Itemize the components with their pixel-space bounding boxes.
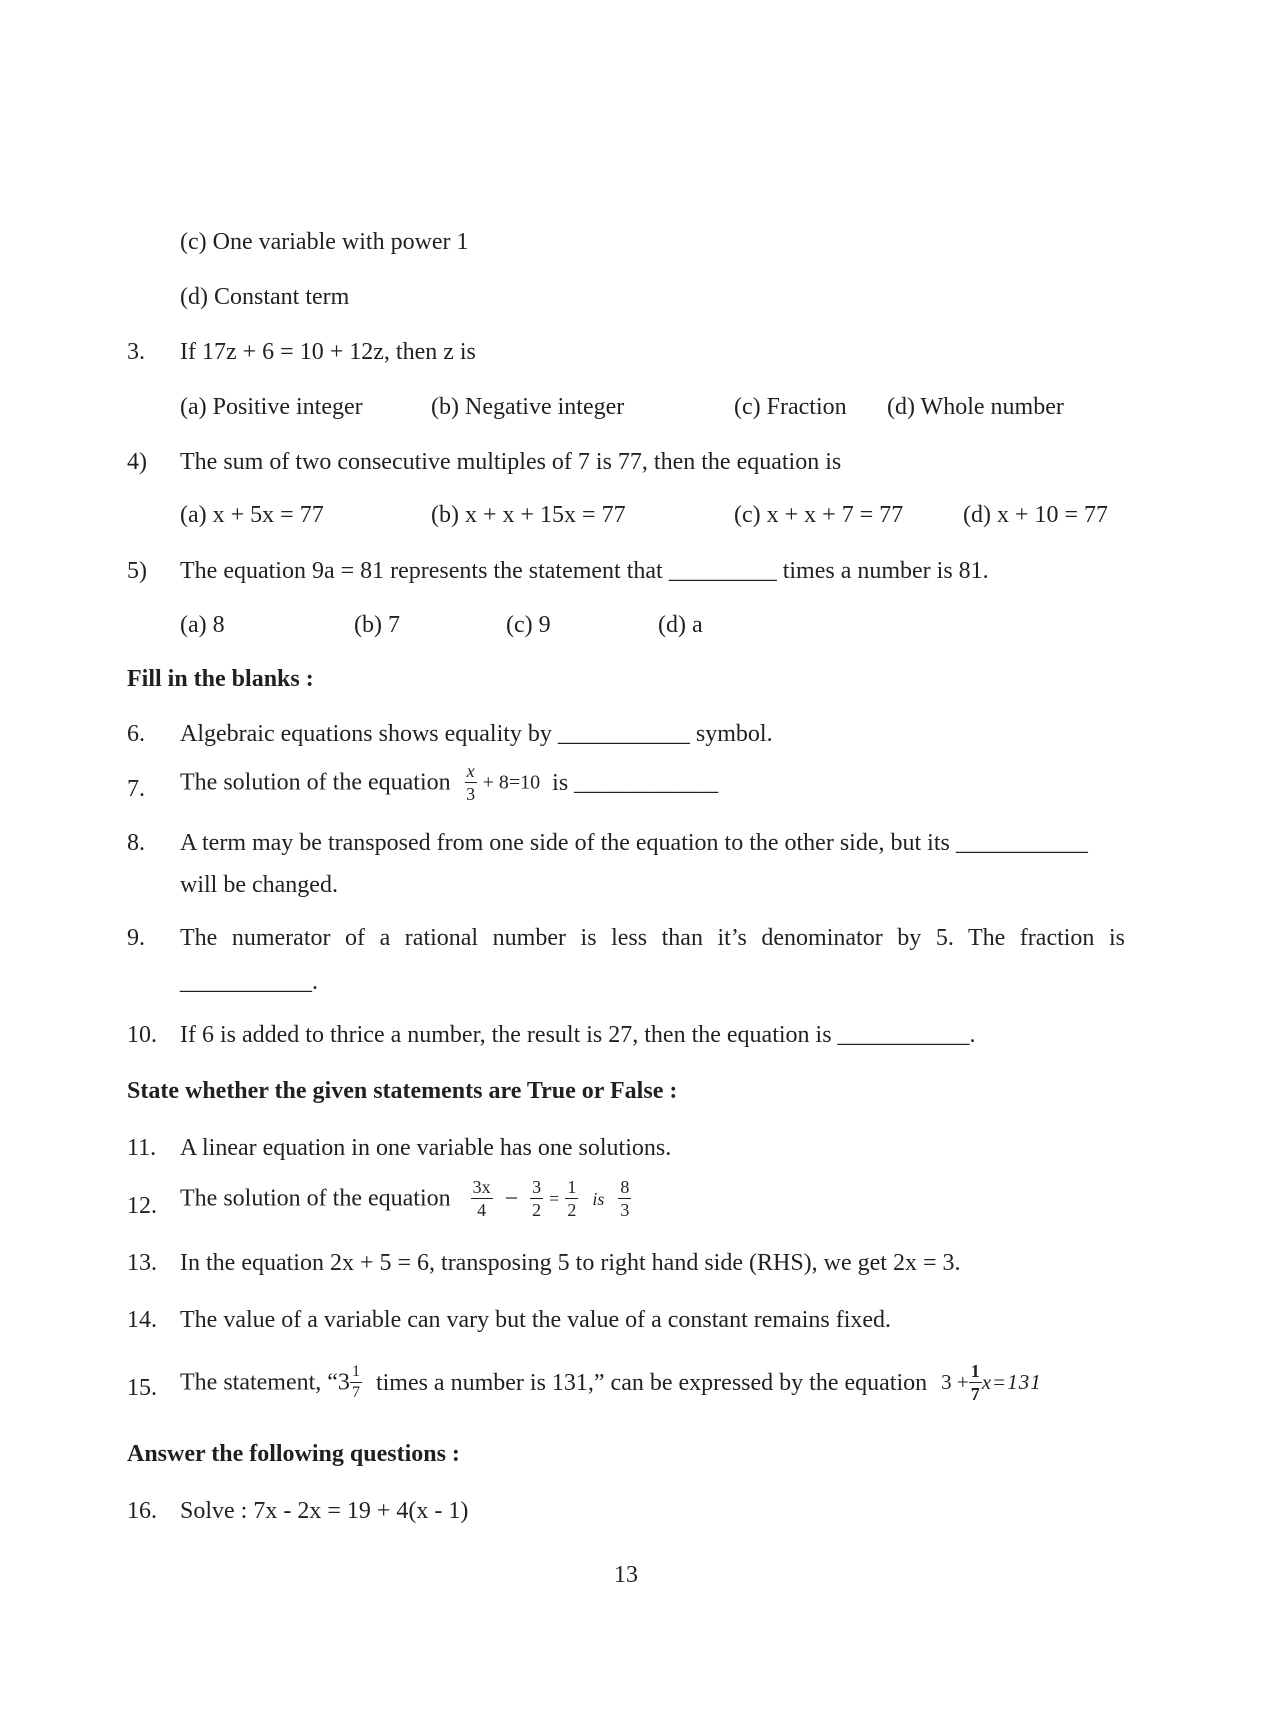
q3-option-c: (c) Fraction — [734, 394, 847, 420]
q3-number: 3. — [127, 339, 145, 365]
answer-questions-heading: Answer the following questions : — [127, 1441, 460, 1467]
q7-fraction — [465, 762, 477, 803]
q15-mixed-numerator: 1 — [350, 1364, 362, 1383]
q5-text: The equation 9a = 81 represents the statement that _________ times a number is 81. — [180, 558, 989, 584]
q4-option-a: (a) x + 5x = 77 — [180, 502, 324, 528]
q7-tail: is ____________ — [552, 769, 719, 796]
q12-fraction-4 — [618, 1178, 631, 1219]
q15-eq-denominator: 7 — [970, 1384, 980, 1404]
q4-text: The sum of two consecutive multiples of 7 is 77, then the equation is — [180, 449, 842, 475]
q5-option-a: (a) 8 — [180, 612, 225, 638]
q12-fraction-2-denominator: 2 — [532, 1200, 542, 1220]
q15-eq-pre: 3 + — [941, 1370, 969, 1394]
q12-fraction-1-denominator: 4 — [477, 1200, 487, 1220]
q2-option-c: (c) One variable with power 1 — [180, 229, 469, 255]
q15-eq-numerator: 1 — [970, 1361, 980, 1381]
q10-number: 10. — [127, 1022, 157, 1048]
q7-number: 7. — [127, 776, 145, 802]
q12-fraction-2 — [530, 1178, 543, 1219]
q12-fraction-3-numerator: 1 — [567, 1177, 577, 1197]
q15-eq-post: x=131 — [981, 1370, 1042, 1394]
q3-text: If 17z + 6 = 10 + 12z, then z is — [180, 339, 476, 365]
q4-number: 4) — [127, 449, 147, 475]
q15-pre: The statement, “3 — [180, 1369, 350, 1396]
q7-equation-rest: + 8=10 — [482, 771, 541, 794]
q15-line — [180, 1362, 1042, 1403]
q8-line-2: will be changed. — [180, 872, 338, 898]
q13-text: In the equation 2x + 5 = 6, transposing 5 to right hand side (RHS), we get 2x = 3. — [180, 1250, 961, 1276]
q6-number: 6. — [127, 721, 145, 747]
q14-text: The value of a variable can vary but the value of a constant remains fixed. — [180, 1307, 892, 1333]
q3-option-a: (a) Positive integer — [180, 394, 363, 420]
q4-option-c: (c) x + x + 7 = 77 — [734, 502, 904, 528]
q3-option-b: (b) Negative integer — [431, 394, 625, 420]
q7-text: The solution of the equation — [180, 769, 451, 796]
q5-option-b: (b) 7 — [354, 612, 400, 638]
q5-option-c: (c) 9 — [506, 612, 551, 638]
q12-equals: = — [549, 1188, 560, 1209]
q5-number: 5) — [127, 558, 147, 584]
q15-number: 15. — [127, 1375, 157, 1401]
q10-text: If 6 is added to thrice a number, the result is 27, then the equation is ___________. — [180, 1022, 976, 1048]
q13-number: 13. — [127, 1250, 157, 1276]
q12-fraction-3-denominator: 2 — [567, 1200, 577, 1220]
q12-text: The solution of the equation — [180, 1185, 451, 1212]
q14-number: 14. — [127, 1307, 157, 1333]
q2-option-d: (d) Constant term — [180, 284, 350, 310]
q5-option-d: (d) a — [658, 612, 703, 638]
q8-line-1: A term may be transposed from one side of the equation to the other side, but its ___________ — [180, 830, 1088, 856]
q12-fraction-1 — [471, 1178, 493, 1219]
q8-number: 8. — [127, 830, 145, 856]
true-false-heading: State whether the given statements are True or False : — [127, 1078, 678, 1104]
q6-text: Algebraic equations shows equality by ___________ symbol. — [180, 721, 773, 747]
q16-text: Solve : 7x - 2x = 19 + 4(x - 1) — [180, 1498, 469, 1524]
q9-number: 9. — [127, 925, 145, 951]
q12-number: 12. — [127, 1193, 157, 1219]
q12-fraction-4-denominator: 3 — [620, 1200, 630, 1220]
q12-fraction-1-numerator — [471, 1178, 493, 1199]
q12-line — [180, 1178, 631, 1219]
fill-blanks-heading: Fill in the blanks : — [127, 666, 314, 692]
q12-fraction-4-numerator: 8 — [620, 1177, 630, 1197]
q15-mid: times a number is 131,” can be expressed by the equation — [375, 1369, 928, 1396]
q12-f1n: 3x — [472, 1177, 491, 1197]
q15-mixed-fraction — [350, 1364, 362, 1401]
q7-fraction-denominator: 3 — [466, 784, 476, 804]
q15-mixed-denominator: 7 — [351, 1384, 360, 1401]
q11-number: 11. — [127, 1135, 157, 1161]
q7-line — [180, 762, 718, 803]
q12-minus: − — [504, 1185, 519, 1212]
q12-fraction-2-numerator: 3 — [532, 1177, 542, 1197]
q4-option-b: (b) x + x + 15x = 77 — [431, 502, 626, 528]
q16-number: 16. — [127, 1498, 157, 1524]
q15-eq-fraction — [969, 1362, 982, 1403]
page-number: 13 — [614, 1562, 638, 1588]
q12-is: is — [592, 1188, 605, 1209]
q4-option-d: (d) x + 10 = 77 — [963, 502, 1109, 528]
q9-line-1: The numerator of a rational number is less than it’s denominator by 5. The fraction is — [180, 925, 1125, 951]
q3-option-d: (d) Whole number — [887, 394, 1064, 420]
q12-fraction-3 — [565, 1178, 578, 1219]
q7-fraction-numerator: x — [466, 761, 475, 781]
q9-line-2: ___________. — [180, 969, 318, 995]
q11-text: A linear equation in one variable has one solutions. — [180, 1135, 672, 1161]
